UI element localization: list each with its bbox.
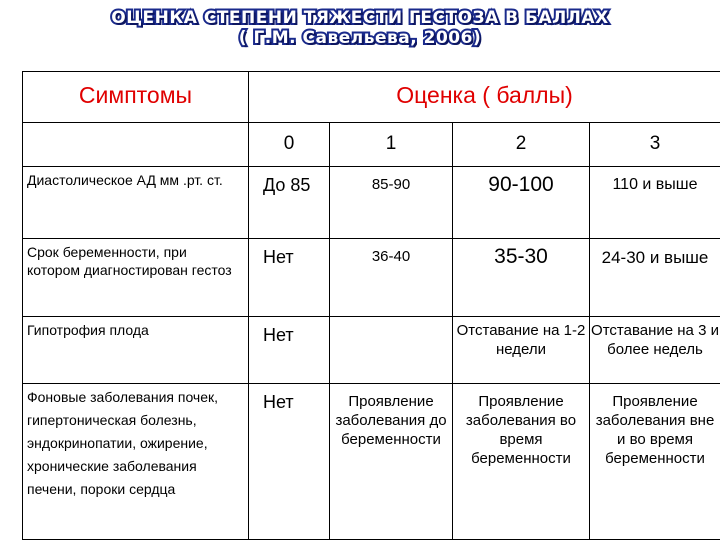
score-col-3: 3 [590,123,720,167]
table-row [23,384,720,540]
score-2-value: Проявление заболевания во время беременности [453,384,590,540]
score-columns-row [23,123,720,167]
score-3-value: 24-30 и выше [590,239,720,317]
score-0-value: Нет [249,239,330,317]
table-row [23,167,720,239]
score-col-0: 0 [249,123,330,167]
severity-score-table [22,71,720,540]
document-title [0,8,720,48]
table-row [23,317,720,384]
score-1-value: Проявление заболевания до беременности [330,384,453,540]
score-0-value: Нет [249,317,330,384]
score-3-value: 110 и выше [590,167,720,239]
score-3-value: Отставание на 3 и более недель [590,317,720,384]
score-2-value: 35-30 [453,239,590,317]
symptom-label: Срок беременности, при котором диагностирован гестоз [23,239,249,317]
score-col-2: 2 [453,123,590,167]
header-symptoms: Симптомы [23,72,249,123]
table-row [23,239,720,317]
symptom-label: Гипотрофия плода [23,317,249,384]
header-score: Оценка ( баллы) [249,72,720,123]
empty-cell [23,123,249,167]
score-1-value: 85-90 [330,167,453,239]
symptom-label: Фоновые заболевания почек, гипертоническая болезнь, эндокринопатии, ожирение, хронические заболевания печени, пороки сердца [23,384,249,540]
header-row [23,72,720,123]
title-line-2: ( Г.М. Савельева, 2006) [238,28,482,48]
score-2-value: Отставание на 1-2 недели [453,317,590,384]
symptom-label: Диастолическое АД мм .рт. ст. [23,167,249,239]
score-0-value: До 85 [249,167,330,239]
score-2-value: 90-100 [453,167,590,239]
score-3-value: Проявление заболевания вне и во время беременности [590,384,720,540]
score-1-value [330,317,453,384]
score-col-1: 1 [330,123,453,167]
score-0-value: Нет [249,384,330,540]
title-line-1: ОЦЕНКА СТЕПЕНИ ТЯЖЕСТИ ГЕСТОЗА В БАЛЛАХ [111,8,609,28]
score-1-value: 36-40 [330,239,453,317]
